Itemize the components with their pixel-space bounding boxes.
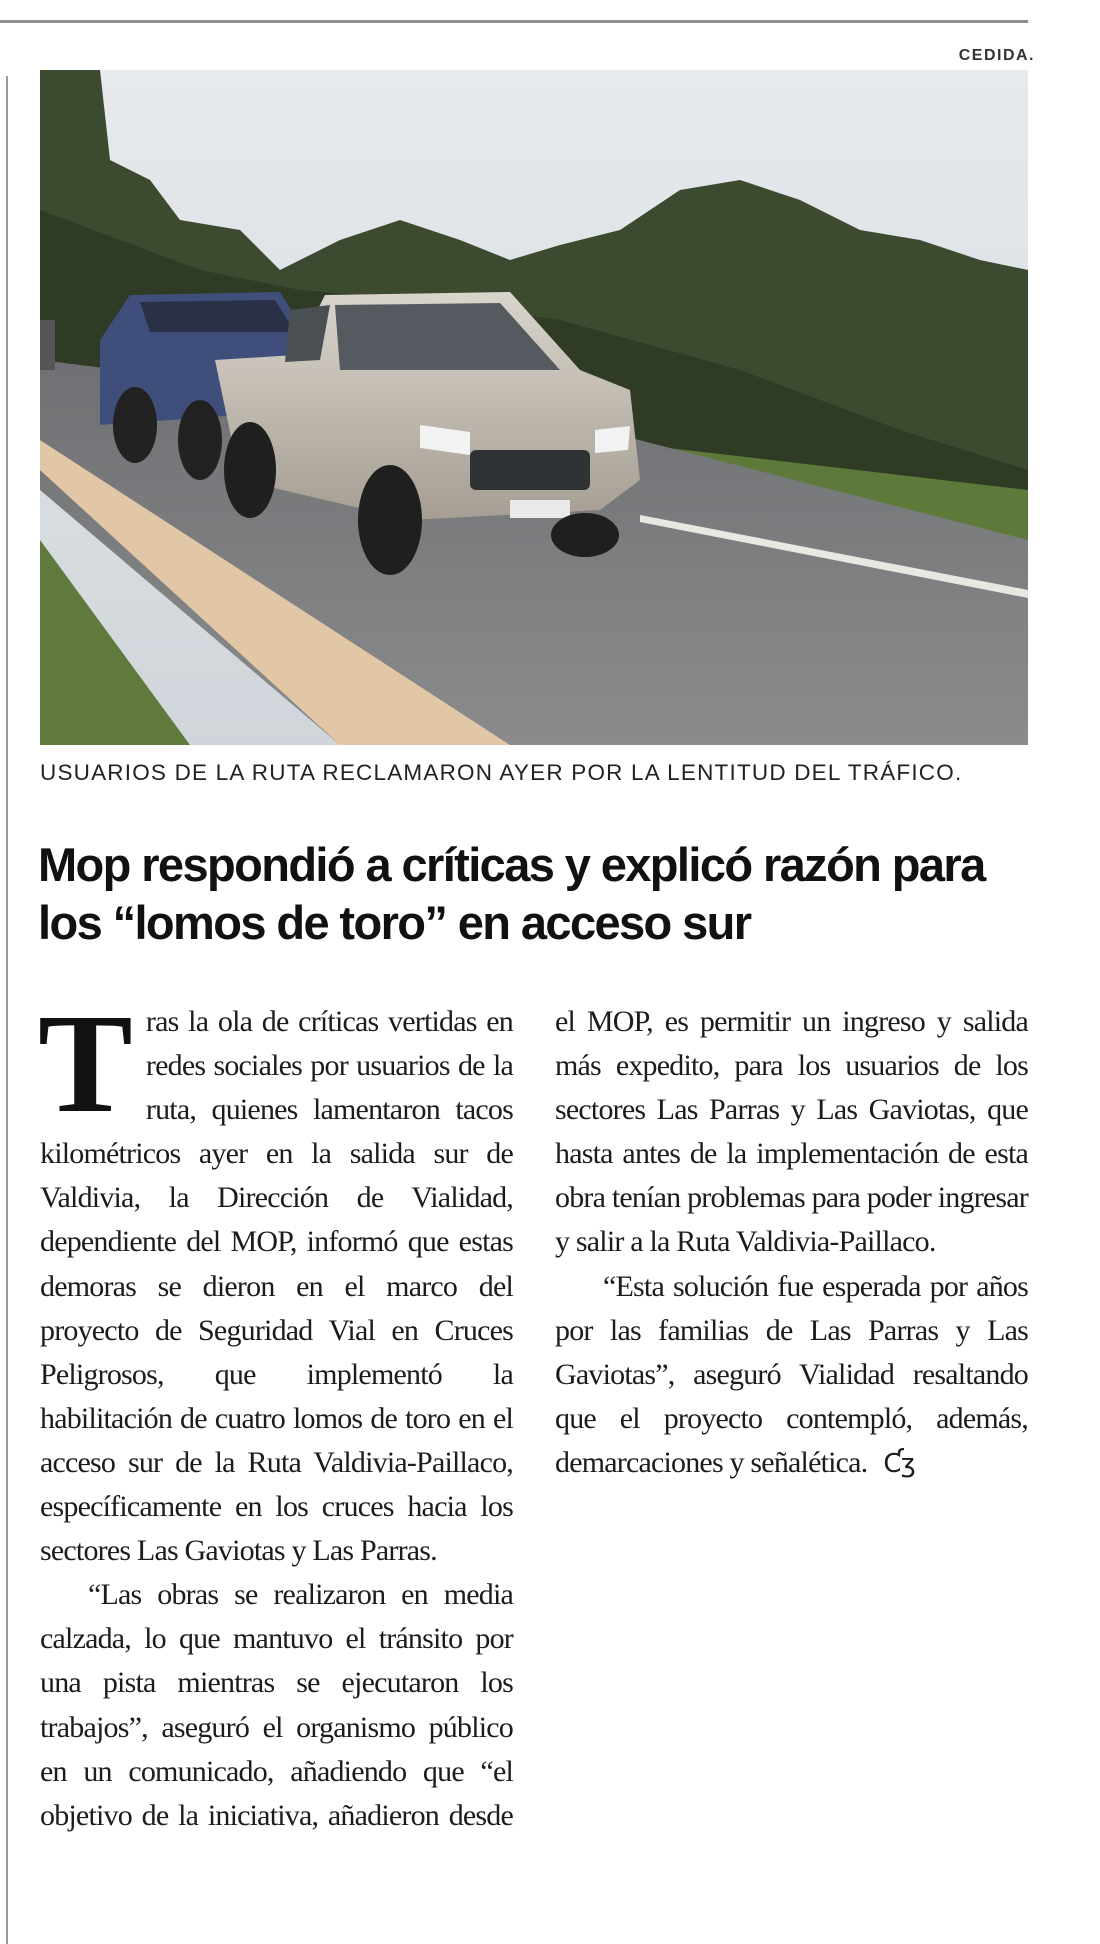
headline: Mop respondió a críticas y explicó razón para los “lomos de toro” en acceso sur xyxy=(38,838,985,949)
paragraph-1-text: ras la ola de críticas vertidas en redes sociales por usuarios de la ruta, quienes lamentaron tacos kilométricos ayer en la salida sur de Valdivia, la Dirección de Vialidad, dependiente del MOP, informó que estas demoras se dieron en el marco del proyecto de Seguridad Vial en Cruces Peligrosos, que implementó la habilitación de cuatro lomos de toro en el acceso sur de la Ruta Valdivia-Paillaco, específicamente en los cruces hacia los sectores Las Gaviotas y Las Parras. xyxy=(40,1005,513,1568)
article-body xyxy=(38,984,1028,1870)
drop-cap: T xyxy=(38,984,132,1142)
photo-caption: USUARIOS DE LA RUTA RECLAMARON AYER POR LA LENTITUD DEL TRÁFICO. xyxy=(40,760,963,785)
paragraph-2: “Las obras se realizaron en media calzada, lo que mantuvo el tránsito por una pista mientras se ejecutaron los trabajos”, aseguró el organismo público en un comunicado, añadiendo que “el objetivo de la iniciativa, añadieron desde el MOP, es permitir un ingreso y salida más expedito, para los usuarios de los sectores Las Parras y Las Gaviotas, que hasta antes de la implementación de esta obra tenían problemas para poder ingresar y salir a la Ruta Valdivia-Paillaco. xyxy=(40,1005,1028,1832)
top-rule xyxy=(0,20,1028,23)
paragraph-3-text: “Esta solución fue esperada por años por las familias de Las Parras y Las Gaviotas”, aseguró Vialidad resaltando que el proyecto contempló, además, demarcaciones y señalética. xyxy=(555,1269,1028,1479)
photo-credit: CEDIDA. xyxy=(958,47,1035,64)
end-of-article-mark: Ƈʒ xyxy=(883,1448,915,1479)
news-photo xyxy=(40,70,1028,745)
paragraph-3 xyxy=(555,1265,1028,1486)
pickup-trucks-on-road-image xyxy=(40,70,1028,745)
paragraph-1 xyxy=(38,984,513,1573)
column-rule xyxy=(6,76,8,1944)
